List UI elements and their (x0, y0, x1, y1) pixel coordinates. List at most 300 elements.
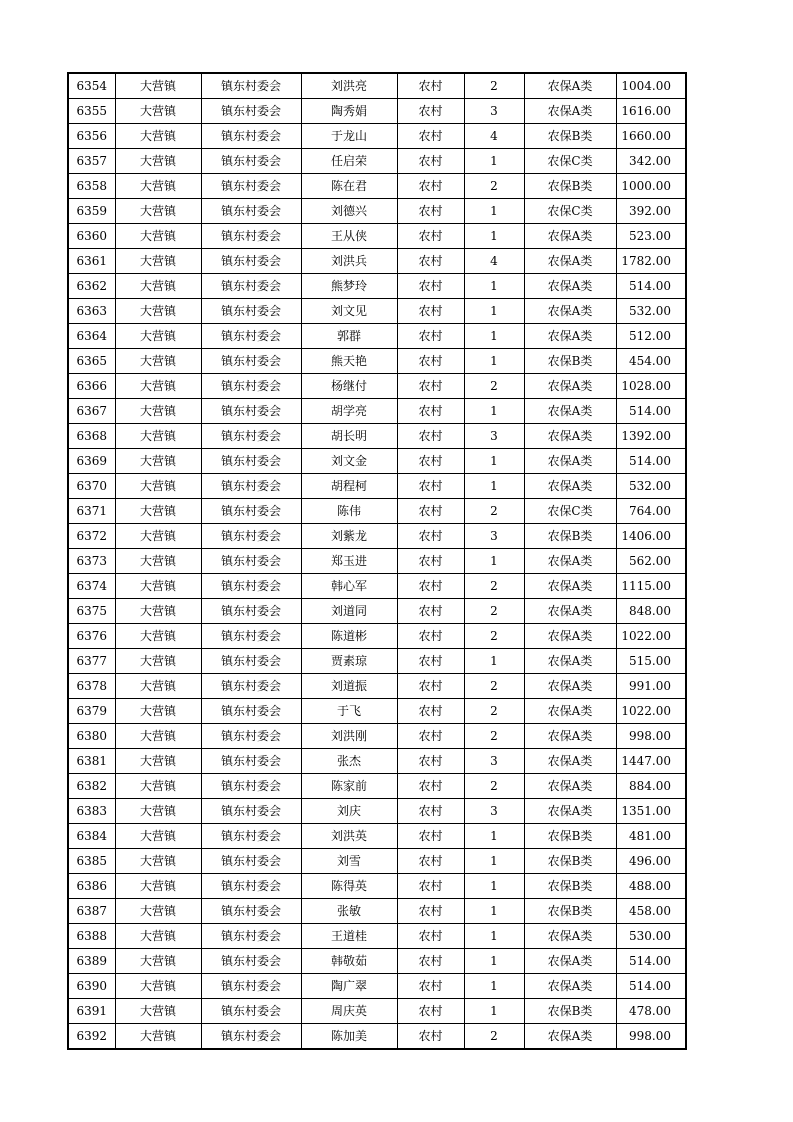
cell-town: 大营镇 (115, 199, 201, 224)
cell-row-number: 6361 (68, 249, 115, 274)
table-row (68, 1024, 686, 1050)
cell-row-number: 6365 (68, 349, 115, 374)
cell-area-type: 农村 (397, 374, 464, 399)
cell-name: 刘道同 (301, 599, 397, 624)
cell-insurance-category: 农保B类 (524, 524, 616, 549)
cell-amount: 478.00 (616, 999, 686, 1024)
cell-amount: 1000.00 (616, 174, 686, 199)
cell-row-number: 6374 (68, 574, 115, 599)
cell-amount: 514.00 (616, 399, 686, 424)
cell-area-type: 农村 (397, 924, 464, 949)
cell-area-type: 农村 (397, 524, 464, 549)
cell-town: 大营镇 (115, 174, 201, 199)
cell-name: 刘道振 (301, 674, 397, 699)
cell-row-number: 6390 (68, 974, 115, 999)
cell-insurance-category: 农保A类 (524, 774, 616, 799)
cell-town: 大营镇 (115, 574, 201, 599)
cell-row-number: 6385 (68, 849, 115, 874)
cell-name: 韩敬茹 (301, 949, 397, 974)
cell-household-count: 3 (464, 799, 524, 824)
cell-household-count: 1 (464, 849, 524, 874)
table-row (68, 299, 686, 324)
cell-name: 刘紫龙 (301, 524, 397, 549)
cell-area-type: 农村 (397, 624, 464, 649)
cell-household-count: 2 (464, 774, 524, 799)
cell-row-number: 6382 (68, 774, 115, 799)
cell-amount: 991.00 (616, 674, 686, 699)
cell-row-number: 6371 (68, 499, 115, 524)
cell-household-count: 2 (464, 724, 524, 749)
cell-amount: 512.00 (616, 324, 686, 349)
cell-name: 刘洪亮 (301, 73, 397, 99)
cell-insurance-category: 农保A类 (524, 749, 616, 774)
table-row (68, 949, 686, 974)
cell-village-committee: 镇东村委会 (201, 1024, 301, 1050)
cell-row-number: 6383 (68, 799, 115, 824)
cell-household-count: 2 (464, 174, 524, 199)
cell-village-committee: 镇东村委会 (201, 249, 301, 274)
cell-amount: 1447.00 (616, 749, 686, 774)
cell-household-count: 1 (464, 999, 524, 1024)
table-row (68, 724, 686, 749)
cell-village-committee: 镇东村委会 (201, 224, 301, 249)
cell-insurance-category: 农保A类 (524, 674, 616, 699)
cell-area-type: 农村 (397, 974, 464, 999)
cell-insurance-category: 农保A类 (524, 799, 616, 824)
cell-amount: 514.00 (616, 974, 686, 999)
cell-name: 于飞 (301, 699, 397, 724)
cell-amount: 998.00 (616, 724, 686, 749)
cell-name: 刘庆 (301, 799, 397, 824)
cell-village-committee: 镇东村委会 (201, 149, 301, 174)
cell-village-committee: 镇东村委会 (201, 924, 301, 949)
cell-name: 周庆英 (301, 999, 397, 1024)
cell-area-type: 农村 (397, 274, 464, 299)
cell-amount: 848.00 (616, 599, 686, 624)
cell-insurance-category: 农保A类 (524, 549, 616, 574)
cell-insurance-category: 农保A类 (524, 274, 616, 299)
cell-row-number: 6368 (68, 424, 115, 449)
cell-amount: 514.00 (616, 949, 686, 974)
cell-row-number: 6386 (68, 874, 115, 899)
cell-insurance-category: 农保A类 (524, 99, 616, 124)
cell-name: 熊梦玲 (301, 274, 397, 299)
cell-amount: 1022.00 (616, 624, 686, 649)
table-row (68, 549, 686, 574)
cell-amount: 454.00 (616, 349, 686, 374)
cell-household-count: 1 (464, 349, 524, 374)
cell-village-committee: 镇东村委会 (201, 674, 301, 699)
cell-town: 大营镇 (115, 474, 201, 499)
cell-area-type: 农村 (397, 73, 464, 99)
cell-household-count: 3 (464, 424, 524, 449)
cell-household-count: 2 (464, 499, 524, 524)
cell-household-count: 3 (464, 524, 524, 549)
cell-amount: 1022.00 (616, 699, 686, 724)
cell-amount: 1660.00 (616, 124, 686, 149)
cell-town: 大营镇 (115, 274, 201, 299)
cell-town: 大营镇 (115, 549, 201, 574)
cell-row-number: 6375 (68, 599, 115, 624)
cell-town: 大营镇 (115, 774, 201, 799)
cell-village-committee: 镇东村委会 (201, 949, 301, 974)
table-row (68, 474, 686, 499)
cell-name: 刘洪兵 (301, 249, 397, 274)
cell-area-type: 农村 (397, 724, 464, 749)
cell-name: 刘德兴 (301, 199, 397, 224)
cell-household-count: 1 (464, 949, 524, 974)
cell-insurance-category: 农保A类 (524, 624, 616, 649)
cell-row-number: 6391 (68, 999, 115, 1024)
table-row (68, 674, 686, 699)
cell-insurance-category: 农保B类 (524, 999, 616, 1024)
cell-town: 大营镇 (115, 499, 201, 524)
cell-village-committee: 镇东村委会 (201, 73, 301, 99)
cell-village-committee: 镇东村委会 (201, 299, 301, 324)
cell-name: 胡程柯 (301, 474, 397, 499)
cell-household-count: 3 (464, 749, 524, 774)
table-row (68, 699, 686, 724)
cell-row-number: 6360 (68, 224, 115, 249)
cell-village-committee: 镇东村委会 (201, 624, 301, 649)
cell-insurance-category: 农保A类 (524, 424, 616, 449)
cell-village-committee: 镇东村委会 (201, 774, 301, 799)
cell-village-committee: 镇东村委会 (201, 549, 301, 574)
cell-insurance-category: 农保B类 (524, 849, 616, 874)
table-row (68, 774, 686, 799)
cell-row-number: 6363 (68, 299, 115, 324)
cell-area-type: 农村 (397, 1024, 464, 1050)
cell-village-committee: 镇东村委会 (201, 349, 301, 374)
cell-area-type: 农村 (397, 174, 464, 199)
cell-amount: 764.00 (616, 499, 686, 524)
cell-name: 贾素琼 (301, 649, 397, 674)
cell-area-type: 农村 (397, 849, 464, 874)
cell-insurance-category: 农保A类 (524, 374, 616, 399)
table-row (68, 574, 686, 599)
cell-village-committee: 镇东村委会 (201, 799, 301, 824)
table-row (68, 324, 686, 349)
cell-village-committee: 镇东村委会 (201, 724, 301, 749)
cell-name: 陈得英 (301, 874, 397, 899)
cell-insurance-category: 农保A类 (524, 649, 616, 674)
cell-row-number: 6359 (68, 199, 115, 224)
cell-insurance-category: 农保A类 (524, 699, 616, 724)
cell-village-committee: 镇东村委会 (201, 524, 301, 549)
cell-amount: 532.00 (616, 299, 686, 324)
cell-name: 陈道彬 (301, 624, 397, 649)
cell-row-number: 6392 (68, 1024, 115, 1050)
cell-insurance-category: 农保A类 (524, 974, 616, 999)
cell-household-count: 1 (464, 399, 524, 424)
cell-village-committee: 镇东村委会 (201, 124, 301, 149)
cell-area-type: 农村 (397, 674, 464, 699)
cell-town: 大营镇 (115, 99, 201, 124)
cell-area-type: 农村 (397, 399, 464, 424)
cell-insurance-category: 农保A类 (524, 324, 616, 349)
cell-insurance-category: 农保A类 (524, 599, 616, 624)
table-row (68, 824, 686, 849)
cell-area-type: 农村 (397, 199, 464, 224)
cell-insurance-category: 农保B类 (524, 874, 616, 899)
data-table (67, 72, 687, 1050)
cell-row-number: 6354 (68, 73, 115, 99)
cell-village-committee: 镇东村委会 (201, 699, 301, 724)
table-row (68, 849, 686, 874)
cell-name: 刘雪 (301, 849, 397, 874)
cell-village-committee: 镇东村委会 (201, 824, 301, 849)
cell-name: 杨继付 (301, 374, 397, 399)
cell-area-type: 农村 (397, 99, 464, 124)
cell-row-number: 6380 (68, 724, 115, 749)
cell-name: 郑玉进 (301, 549, 397, 574)
table-row (68, 174, 686, 199)
table-row (68, 149, 686, 174)
table-row (68, 899, 686, 924)
cell-village-committee: 镇东村委会 (201, 474, 301, 499)
cell-household-count: 2 (464, 699, 524, 724)
cell-village-committee: 镇东村委会 (201, 274, 301, 299)
cell-amount: 884.00 (616, 774, 686, 799)
cell-row-number: 6357 (68, 149, 115, 174)
cell-insurance-category: 农保A类 (524, 574, 616, 599)
cell-row-number: 6370 (68, 474, 115, 499)
cell-amount: 530.00 (616, 924, 686, 949)
cell-row-number: 6367 (68, 399, 115, 424)
cell-insurance-category: 农保C类 (524, 499, 616, 524)
cell-town: 大营镇 (115, 449, 201, 474)
cell-amount: 515.00 (616, 649, 686, 674)
cell-town: 大营镇 (115, 224, 201, 249)
cell-household-count: 1 (464, 549, 524, 574)
cell-village-committee: 镇东村委会 (201, 649, 301, 674)
cell-amount: 1392.00 (616, 424, 686, 449)
cell-village-committee: 镇东村委会 (201, 999, 301, 1024)
cell-amount: 1115.00 (616, 574, 686, 599)
cell-household-count: 2 (464, 674, 524, 699)
cell-amount: 392.00 (616, 199, 686, 224)
cell-area-type: 农村 (397, 649, 464, 674)
cell-insurance-category: 农保C类 (524, 149, 616, 174)
cell-household-count: 1 (464, 649, 524, 674)
table-row (68, 499, 686, 524)
cell-household-count: 3 (464, 99, 524, 124)
cell-area-type: 农村 (397, 224, 464, 249)
cell-area-type: 农村 (397, 549, 464, 574)
table-row (68, 524, 686, 549)
cell-village-committee: 镇东村委会 (201, 599, 301, 624)
cell-household-count: 2 (464, 574, 524, 599)
cell-name: 刘文金 (301, 449, 397, 474)
cell-town: 大营镇 (115, 799, 201, 824)
cell-row-number: 6362 (68, 274, 115, 299)
cell-insurance-category: 农保A类 (524, 949, 616, 974)
table-row (68, 749, 686, 774)
cell-amount: 514.00 (616, 449, 686, 474)
cell-village-committee: 镇东村委会 (201, 574, 301, 599)
cell-area-type: 农村 (397, 449, 464, 474)
cell-household-count: 1 (464, 874, 524, 899)
cell-town: 大营镇 (115, 349, 201, 374)
cell-area-type: 农村 (397, 799, 464, 824)
cell-name: 张杰 (301, 749, 397, 774)
cell-town: 大营镇 (115, 149, 201, 174)
cell-household-count: 1 (464, 899, 524, 924)
cell-area-type: 农村 (397, 424, 464, 449)
cell-town: 大营镇 (115, 899, 201, 924)
cell-insurance-category: 农保A类 (524, 474, 616, 499)
table-row (68, 874, 686, 899)
cell-amount: 523.00 (616, 224, 686, 249)
cell-amount: 342.00 (616, 149, 686, 174)
cell-village-committee: 镇东村委会 (201, 874, 301, 899)
cell-area-type: 农村 (397, 874, 464, 899)
cell-amount: 1028.00 (616, 374, 686, 399)
cell-village-committee: 镇东村委会 (201, 99, 301, 124)
cell-area-type: 农村 (397, 824, 464, 849)
cell-amount: 562.00 (616, 549, 686, 574)
cell-area-type: 农村 (397, 774, 464, 799)
cell-amount: 1351.00 (616, 799, 686, 824)
cell-insurance-category: 农保A类 (524, 299, 616, 324)
cell-town: 大营镇 (115, 299, 201, 324)
cell-town: 大营镇 (115, 399, 201, 424)
cell-town: 大营镇 (115, 949, 201, 974)
cell-village-committee: 镇东村委会 (201, 199, 301, 224)
cell-village-committee: 镇东村委会 (201, 499, 301, 524)
cell-amount: 458.00 (616, 899, 686, 924)
cell-area-type: 农村 (397, 599, 464, 624)
cell-town: 大营镇 (115, 524, 201, 549)
cell-village-committee: 镇东村委会 (201, 174, 301, 199)
cell-town: 大营镇 (115, 424, 201, 449)
cell-household-count: 1 (464, 449, 524, 474)
cell-name: 陈在君 (301, 174, 397, 199)
cell-town: 大营镇 (115, 624, 201, 649)
cell-name: 陶秀娟 (301, 99, 397, 124)
table-row (68, 349, 686, 374)
cell-row-number: 6369 (68, 449, 115, 474)
cell-village-committee: 镇东村委会 (201, 399, 301, 424)
cell-area-type: 农村 (397, 899, 464, 924)
cell-household-count: 1 (464, 924, 524, 949)
cell-row-number: 6356 (68, 124, 115, 149)
cell-area-type: 农村 (397, 749, 464, 774)
cell-insurance-category: 农保B类 (524, 824, 616, 849)
cell-name: 于龙山 (301, 124, 397, 149)
cell-insurance-category: 农保A类 (524, 724, 616, 749)
cell-town: 大营镇 (115, 374, 201, 399)
table-row (68, 999, 686, 1024)
cell-town: 大营镇 (115, 849, 201, 874)
cell-town: 大营镇 (115, 599, 201, 624)
cell-name: 韩心军 (301, 574, 397, 599)
cell-town: 大营镇 (115, 73, 201, 99)
cell-name: 陈家前 (301, 774, 397, 799)
cell-area-type: 农村 (397, 249, 464, 274)
cell-area-type: 农村 (397, 499, 464, 524)
cell-village-committee: 镇东村委会 (201, 749, 301, 774)
table-row (68, 924, 686, 949)
table-row (68, 73, 686, 99)
cell-area-type: 农村 (397, 474, 464, 499)
cell-name: 任启荣 (301, 149, 397, 174)
cell-name: 胡长明 (301, 424, 397, 449)
cell-row-number: 6373 (68, 549, 115, 574)
cell-town: 大营镇 (115, 1024, 201, 1050)
cell-row-number: 6381 (68, 749, 115, 774)
cell-insurance-category: 农保B类 (524, 899, 616, 924)
cell-insurance-category: 农保A类 (524, 224, 616, 249)
cell-row-number: 6388 (68, 924, 115, 949)
cell-household-count: 2 (464, 73, 524, 99)
table-row (68, 399, 686, 424)
cell-insurance-category: 农保A类 (524, 249, 616, 274)
cell-area-type: 农村 (397, 149, 464, 174)
cell-amount: 1782.00 (616, 249, 686, 274)
table-row (68, 374, 686, 399)
cell-amount: 514.00 (616, 274, 686, 299)
cell-town: 大营镇 (115, 724, 201, 749)
cell-amount: 532.00 (616, 474, 686, 499)
cell-name: 陈伟 (301, 499, 397, 524)
cell-village-committee: 镇东村委会 (201, 974, 301, 999)
cell-insurance-category: 农保B类 (524, 124, 616, 149)
cell-name: 刘洪刚 (301, 724, 397, 749)
cell-town: 大营镇 (115, 749, 201, 774)
cell-name: 胡学亮 (301, 399, 397, 424)
cell-household-count: 1 (464, 474, 524, 499)
cell-amount: 496.00 (616, 849, 686, 874)
cell-row-number: 6389 (68, 949, 115, 974)
cell-amount: 481.00 (616, 824, 686, 849)
table-row (68, 274, 686, 299)
cell-town: 大营镇 (115, 674, 201, 699)
cell-town: 大营镇 (115, 824, 201, 849)
cell-row-number: 6372 (68, 524, 115, 549)
cell-amount: 1406.00 (616, 524, 686, 549)
cell-insurance-category: 农保B类 (524, 349, 616, 374)
cell-town: 大营镇 (115, 999, 201, 1024)
cell-area-type: 农村 (397, 574, 464, 599)
cell-town: 大营镇 (115, 974, 201, 999)
cell-name: 熊天艳 (301, 349, 397, 374)
table-row (68, 249, 686, 274)
cell-name: 陈加美 (301, 1024, 397, 1050)
cell-household-count: 2 (464, 1024, 524, 1050)
cell-household-count: 2 (464, 624, 524, 649)
cell-name: 王从侠 (301, 224, 397, 249)
table-row (68, 449, 686, 474)
cell-amount: 1616.00 (616, 99, 686, 124)
table-row (68, 199, 686, 224)
cell-household-count: 1 (464, 149, 524, 174)
cell-row-number: 6378 (68, 674, 115, 699)
cell-village-committee: 镇东村委会 (201, 324, 301, 349)
cell-insurance-category: 农保B类 (524, 174, 616, 199)
table-row (68, 799, 686, 824)
cell-insurance-category: 农保C类 (524, 199, 616, 224)
cell-area-type: 农村 (397, 699, 464, 724)
cell-amount: 1004.00 (616, 73, 686, 99)
cell-town: 大营镇 (115, 249, 201, 274)
cell-row-number: 6377 (68, 649, 115, 674)
cell-household-count: 1 (464, 224, 524, 249)
cell-amount: 998.00 (616, 1024, 686, 1050)
cell-household-count: 4 (464, 124, 524, 149)
cell-household-count: 1 (464, 824, 524, 849)
cell-row-number: 6355 (68, 99, 115, 124)
